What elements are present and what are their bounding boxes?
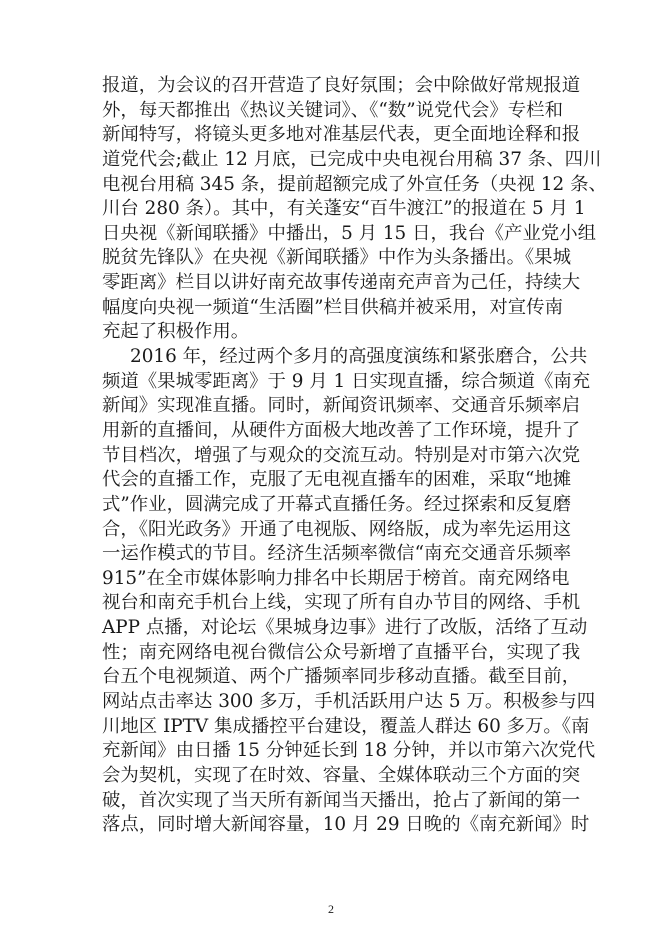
text-line: 川地区 IPTV 集成播控平台建设，覆盖人群达 60 多万。《南	[102, 715, 590, 737]
text-line: 915”在全市媒体影响力排名中长期居于榜首。南充网络电	[102, 567, 570, 589]
text-line: 充新闻》由日播 15 分钟延长到 18 分钟，并以市第六次党代	[102, 740, 596, 762]
text-line: 道党代会;截止 12 月底，已完成中央电视台用稿 37 条、四川	[102, 148, 602, 170]
text-line: 合，《阳光政务》开通了电视版、网络版，成为率先运用这	[102, 518, 571, 540]
text-line: 外，每天都推出《热议关键词》、《“数”说党代会》专栏和	[102, 99, 563, 121]
text-line: 式”作业，圆满完成了开幕式直播任务。经过探索和反复磨	[102, 493, 572, 515]
text-line: 落点，同时增大新闻容量，10 月 29 日晚的《南充新闻》时	[102, 814, 590, 836]
text-line: 电视台用稿 345 条，提前超额完成了外宣任务（央视 12 条、	[102, 173, 607, 195]
text-line: 脱贫先锋队》在央视《新闻联播》中作为头条播出。《果城	[102, 247, 571, 269]
text-line: 会为契机，实现了在时效、容量、全媒体联动三个方面的突	[102, 764, 581, 786]
text-line: 性；南充网络电视台微信公众号新增了直播平台，实现了我	[102, 641, 581, 663]
text-line: 日央视《新闻联播》中播出，5 月 15 日，我台《产业党小组	[102, 222, 597, 244]
text-line: APP 点播，对论坛《果城身边事》进行了改版，活络了互动	[102, 617, 588, 639]
text-line: 破，首次实现了当天所有新闻当天播出，抢占了新闻的第一	[102, 789, 581, 811]
text-line: 台五个电视频道、两个广播频率同步移动直播。截至目前，	[102, 666, 581, 688]
text-line: 新闻特写，将镜头更多地对准基层代表，更全面地诠释和报	[102, 124, 581, 146]
text-line: 网站点击率达 300 多万，手机活跃用户达 5 万。积极参与四	[102, 691, 596, 713]
text-line: 报道，为会议的召开营造了良好氛围；会中除做好常规报道	[102, 75, 581, 96]
document-body	[102, 74, 607, 838]
text-line: 充起了积极作用。	[102, 321, 250, 343]
page-number: 2	[328, 902, 334, 916]
text-line: 零距离》栏目以讲好南充故事传递南充声音为己任，持续大	[102, 272, 581, 294]
text-line: 视台和南充手机台上线，实现了所有自办节目的网络、手机	[102, 592, 581, 614]
text-line: 用新的直播间，从硬件方面极大地改善了工作环境，提升了	[102, 419, 581, 441]
text-line: 一运作模式的节目。经济生活频率微信“南充交通音乐频率	[102, 543, 572, 565]
text-line: 川台 280 条）。其中，有关蓬安“百牛渡江”的报道在 5 月 1	[102, 198, 586, 220]
text-line: 新闻》实现准直播。同时，新闻资讯频率、交通音乐频率启	[102, 395, 581, 417]
text-line: 节目档次，增强了与观众的交流互动。特别是对市第六次党	[102, 444, 581, 466]
text-line: 频道《果城零距离》于 9 月 1 日实现直播，综合频道《南充	[102, 370, 591, 392]
text-line: 2016 年，经过两个多月的高强度演练和紧张磨合，公共	[130, 346, 588, 368]
text-line: 代会的直播工作，克服了无电视直播车的困难，采取“地摊	[102, 469, 572, 491]
text-line: 幅度向央视一频道“生活圈”栏目供稿并被采用，对宣传南	[102, 296, 563, 318]
